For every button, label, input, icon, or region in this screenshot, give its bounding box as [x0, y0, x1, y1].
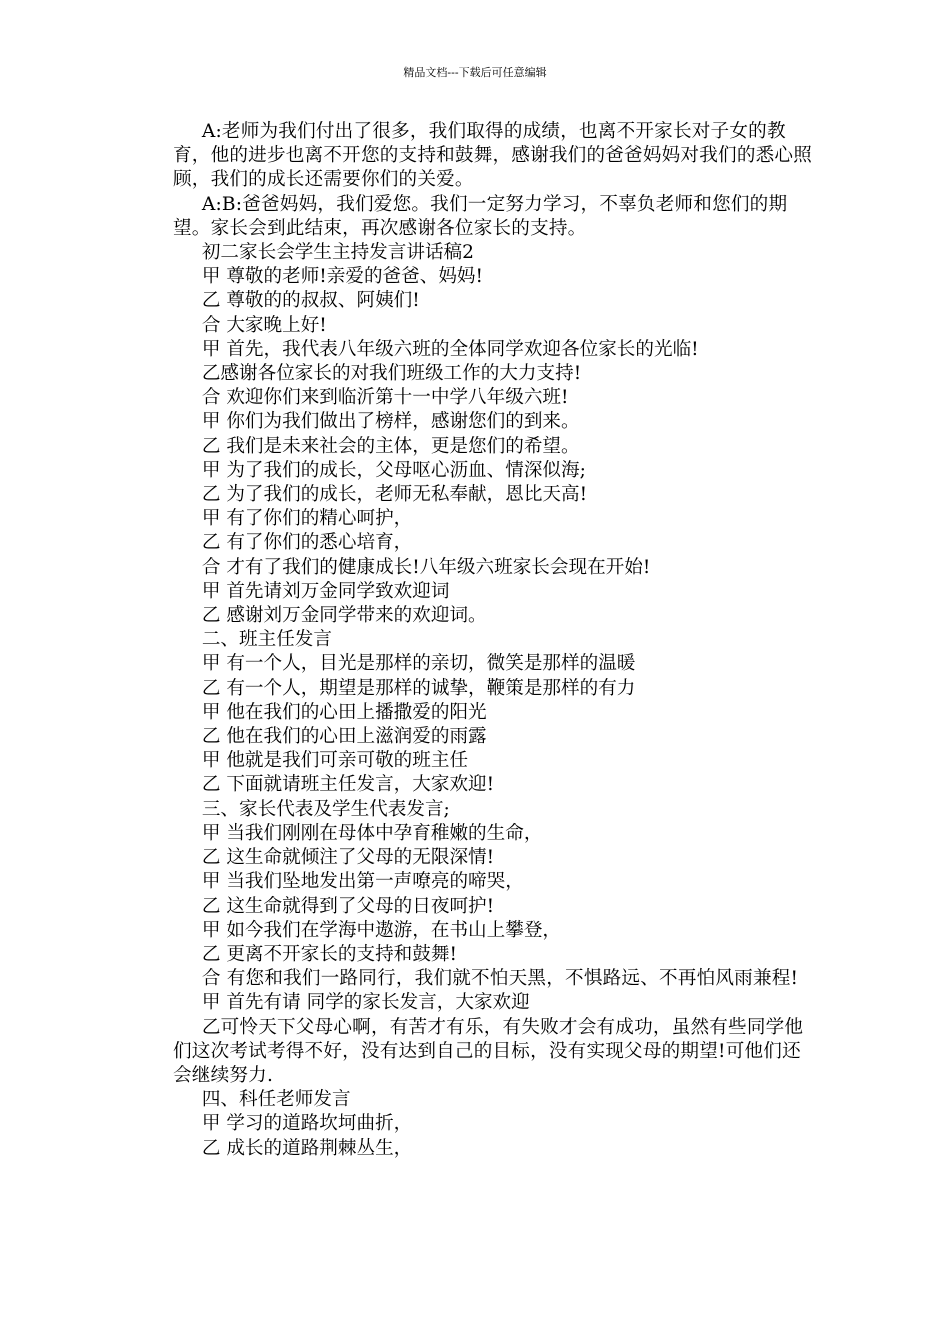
dialogue-line: 甲 首先请刘万金同学致欢迎词 — [201, 580, 450, 602]
section-heading: 三、家长代表及学生代表发言; — [201, 798, 450, 820]
section-heading: 二、班主任发言 — [201, 629, 332, 651]
dialogue-line: 乙 这生命就得到了父母的日夜呵护! — [201, 895, 495, 917]
dialogue-line: 合 大家晚上好! — [201, 314, 327, 336]
dialogue-line: 乙可怜天下父母心啊，有苦才有乐，有失败才会有成功，虽然有些同学他们这次考试考得不好，没有达到自己的目标，没有实现父母的期望!可他们还会继续努力. — [173, 1016, 804, 1086]
dialogue-line: 乙 他在我们的心田上滋润爱的雨露 — [201, 726, 487, 748]
dialogue-line: 甲 有了你们的精心呵护， — [201, 508, 413, 530]
section-title: 初二家长会学生主持发言讲话稿2 — [201, 242, 474, 264]
section-heading: 四、科任老师发言 — [201, 1089, 351, 1111]
dialogue-line: 乙 为了我们的成长，老师无私奉献，恩比天高! — [201, 484, 588, 506]
dialogue-line: 甲 学习的道路坎坷曲折， — [201, 1113, 413, 1135]
dialogue-line: 甲 他就是我们可亲可敬的班主任 — [201, 750, 469, 772]
dialogue-line: 合 有您和我们一路同行，我们就不怕天黑，不惧路远、不再怕风雨兼程! — [201, 968, 799, 990]
dialogue-line: 甲 首先有请 同学的家长发言，大家欢迎 — [201, 992, 530, 1014]
page-header: 精品文档---下载后可任意编辑 — [403, 66, 547, 79]
dialogue-line: 乙 成长的道路荆棘丛生， — [201, 1137, 413, 1159]
dialogue-line: 乙 更离不开家长的支持和鼓舞! — [201, 943, 457, 965]
dialogue-line: 合 才有了我们的健康成长!八年级六班家长会现在开始! — [201, 556, 651, 578]
dialogue-line: 乙 这生命就倾注了父母的无限深情! — [201, 847, 495, 869]
dialogue-line: 甲 他在我们的心田上播撒爱的阳光 — [201, 701, 487, 723]
dialogue-line: 甲 当我们坠地发出第一声嘹亮的啼哭， — [201, 871, 524, 893]
dialogue-line: 甲 当我们刚刚在母体中孕育稚嫩的生命， — [201, 822, 543, 844]
dialogue-line: 乙 有了你们的悉心培育， — [201, 532, 413, 554]
paragraph: A:B:爸爸妈妈，我们爱您。我们一定努力学习，不辜负老师和您们的期望。家长会到此结束，再次感谢各位家长的支持。 — [173, 193, 788, 239]
dialogue-line: 甲 为了我们的成长，父母呕心沥血、情深似海; — [201, 459, 586, 481]
dialogue-line: 乙 有一个人，期望是那样的诚挚，鞭策是那样的有力 — [201, 677, 636, 699]
dialogue-line: 甲 如今我们在学海中遨游，在书山上攀登， — [201, 919, 562, 941]
dialogue-line: 乙 下面就请班主任发言，大家欢迎! — [201, 774, 495, 796]
dialogue-line: 乙 尊敬的的叔叔、阿姨们! — [201, 290, 420, 312]
dialogue-line: 甲 首先，我代表八年级六班的全体同学欢迎各位家长的光临! — [201, 338, 699, 360]
dialogue-line: 乙 感谢刘万金同学带来的欢迎词。 — [201, 605, 487, 627]
document-body — [173, 120, 813, 1161]
dialogue-line: 甲 尊敬的老师!亲爱的爸爸、妈妈! — [201, 266, 483, 288]
dialogue-line: 乙感谢各位家长的对我们班级工作的大力支持! — [201, 363, 582, 385]
dialogue-line: 合 欢迎你们来到临沂第十一中学八年级六班! — [201, 387, 569, 409]
dialogue-line: 乙 我们是未来社会的主体，更是您们的希望。 — [201, 435, 580, 457]
paragraph: A:老师为我们付出了很多，我们取得的成绩，也离不开家长对子女的教育，他的进步也离不开您的支持和鼓舞，感谢我们的爸爸妈妈对我们的悉心照顾，我们的成长还需要你们的关爱。 — [173, 121, 812, 191]
dialogue-line: 甲 你们为我们做出了榜样，感谢您们的到来。 — [201, 411, 580, 433]
dialogue-line: 甲 有一个人，目光是那样的亲切，微笑是那样的温暖 — [201, 653, 636, 675]
